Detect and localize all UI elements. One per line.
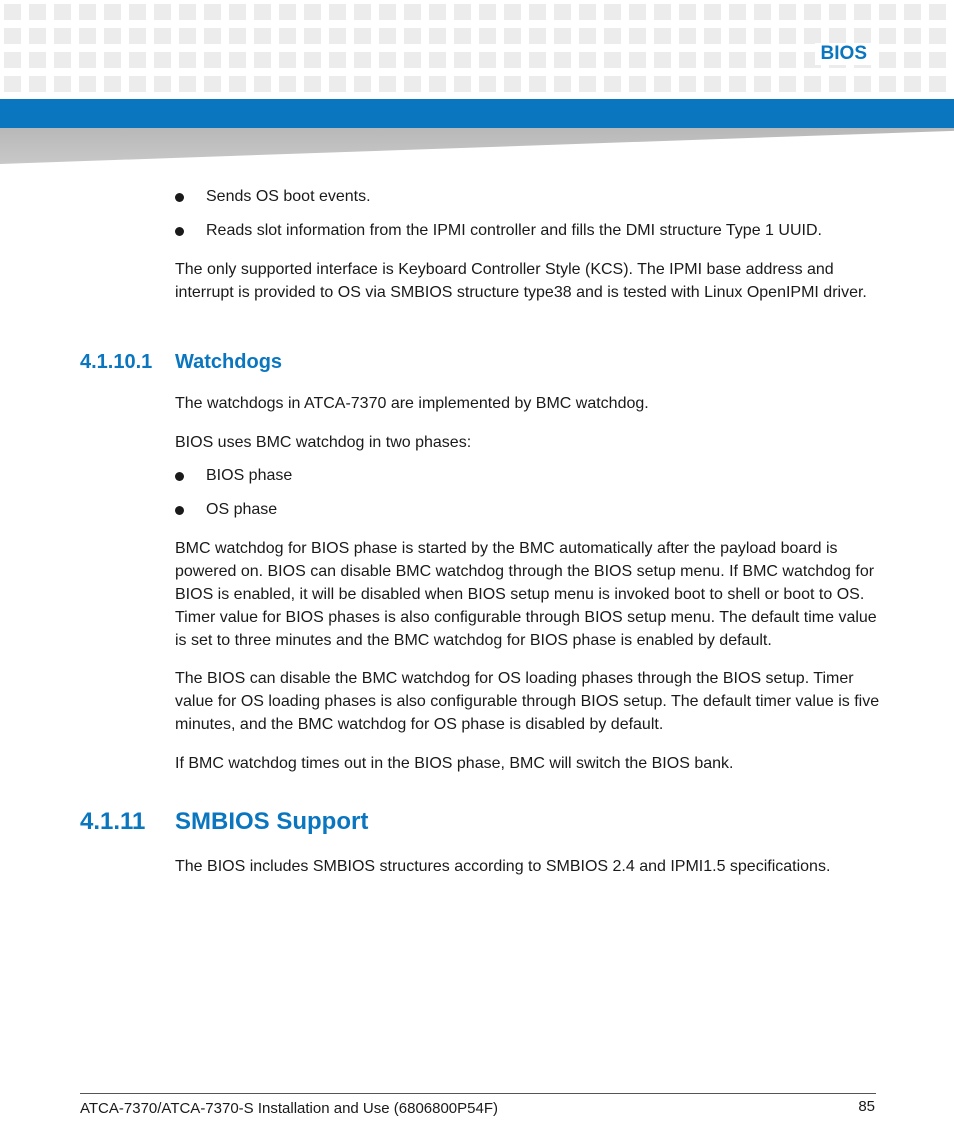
header-pattern	[0, 0, 954, 98]
header-square	[354, 76, 371, 92]
header-square	[654, 76, 671, 92]
header-square	[79, 28, 96, 44]
header-square	[304, 28, 321, 44]
header-square	[204, 28, 221, 44]
header-square	[929, 76, 946, 92]
paragraph: BMC watchdog for BIOS phase is started by the BMC automatically after the payload board is powered on. BIOS can disable BMC watchdog through the BIOS setup menu. If BMC watchdog for BIOS is enabled, it will be disabled when BIOS setup menu is invoked boot to shell or boot to OS. Timer value for BIOS phases is also configurable through BIOS setup menu. The default time value is set to three minutes and the BMC watchdog for BIOS phase is enabled by default.	[175, 540, 877, 649]
header-square	[429, 52, 446, 68]
header-square	[904, 76, 921, 92]
header-square	[829, 28, 846, 44]
header-square	[579, 52, 596, 68]
header-square	[104, 76, 121, 92]
header-square	[679, 52, 696, 68]
header-square	[304, 4, 321, 20]
header-square	[29, 52, 46, 68]
header-square	[404, 76, 421, 92]
header-square	[404, 52, 421, 68]
footer-divider	[80, 1093, 876, 1094]
header-square	[654, 4, 671, 20]
header-square	[429, 4, 446, 20]
header-square	[329, 28, 346, 44]
header-square	[529, 28, 546, 44]
header-square	[329, 4, 346, 20]
header-square	[829, 4, 846, 20]
header-square	[304, 76, 321, 92]
header-square-row	[0, 76, 954, 92]
header-square	[604, 52, 621, 68]
header-square	[279, 4, 296, 20]
header-square	[404, 4, 421, 20]
header-square	[54, 52, 71, 68]
header-square	[804, 4, 821, 20]
header-square	[479, 28, 496, 44]
header-square	[79, 52, 96, 68]
header-blue-bar	[0, 99, 954, 128]
header-square	[479, 4, 496, 20]
header-square	[54, 76, 71, 92]
header-square	[4, 76, 21, 92]
header-square	[779, 76, 796, 92]
header-square	[504, 4, 521, 20]
header-square	[204, 4, 221, 20]
footer-document-title: ATCA-7370/ATCA-7370-S Installation and Use (6806800P54F)	[80, 1100, 499, 1117]
header-square	[479, 52, 496, 68]
header-square-row	[0, 4, 954, 20]
header-square	[854, 76, 871, 92]
header-square	[429, 76, 446, 92]
header-square	[754, 28, 771, 44]
header-square	[779, 52, 796, 68]
header-square	[329, 52, 346, 68]
header-square	[879, 4, 896, 20]
bullet-icon	[175, 472, 184, 481]
header-square	[629, 52, 646, 68]
section-heading-smbios	[80, 808, 368, 836]
header-square	[129, 76, 146, 92]
list-item-text: Reads slot information from the IPMI controller and fills the DMI structure Type 1 UUID.	[206, 222, 822, 239]
section-title: Watchdogs	[175, 351, 283, 373]
header-square	[4, 28, 21, 44]
header-square	[729, 4, 746, 20]
header-square	[554, 4, 571, 20]
paragraph: The BIOS includes SMBIOS structures according to SMBIOS 2.4 and IPMI1.5 specifications.	[175, 858, 831, 875]
header-square	[129, 4, 146, 20]
header-square	[704, 28, 721, 44]
header-square	[79, 76, 96, 92]
header-square	[229, 52, 246, 68]
header-square	[254, 76, 271, 92]
header-square	[879, 28, 896, 44]
header-square	[129, 52, 146, 68]
header-gray-wedge	[0, 128, 954, 164]
header-square	[204, 52, 221, 68]
list-item-text: BIOS phase	[206, 467, 293, 484]
header-square	[279, 52, 296, 68]
header-square	[104, 28, 121, 44]
header-square	[179, 4, 196, 20]
list-item-text: OS phase	[206, 501, 278, 518]
bullet-icon	[175, 227, 184, 236]
header-square	[829, 76, 846, 92]
header-square	[454, 4, 471, 20]
header-square	[554, 52, 571, 68]
header-square	[279, 76, 296, 92]
bullet-icon	[175, 506, 184, 515]
header-square	[504, 52, 521, 68]
list-item-text: Sends OS boot events.	[206, 188, 371, 205]
header-square	[4, 4, 21, 20]
header-square	[354, 28, 371, 44]
header-square	[229, 28, 246, 44]
header-square	[804, 76, 821, 92]
header-square	[454, 76, 471, 92]
header-square	[929, 52, 946, 68]
header-square	[729, 28, 746, 44]
header-square	[554, 28, 571, 44]
header-square	[679, 4, 696, 20]
section-number: 4.1.11	[80, 808, 146, 835]
header-square	[704, 76, 721, 92]
header-square	[904, 28, 921, 44]
header-square	[679, 28, 696, 44]
header-square	[704, 4, 721, 20]
header-square	[379, 28, 396, 44]
paragraph: The watchdogs in ATCA-7370 are implemented by BMC watchdog.	[175, 395, 649, 412]
header-square	[754, 4, 771, 20]
section-title: SMBIOS Support	[175, 808, 369, 835]
header-square	[29, 28, 46, 44]
header-square	[379, 76, 396, 92]
header-square	[129, 28, 146, 44]
paragraph: The BIOS can disable the BMC watchdog for OS loading phases through the BIOS setup. Timer value for OS loading phases is also configurable through BIOS setup. The default timer value is five minutes, and the BMC watchdog for OS phase is disabled by default.	[175, 670, 880, 733]
header-square	[904, 4, 921, 20]
header-square	[429, 28, 446, 44]
header-square	[329, 76, 346, 92]
header-square	[454, 28, 471, 44]
header-square	[229, 76, 246, 92]
header-square	[579, 76, 596, 92]
paragraph: BIOS uses BMC watchdog in two phases:	[175, 434, 472, 451]
header-square	[354, 52, 371, 68]
header-square	[529, 52, 546, 68]
header-square	[29, 76, 46, 92]
header-square	[654, 28, 671, 44]
header-square	[254, 52, 271, 68]
header-square	[629, 76, 646, 92]
header-square	[154, 76, 171, 92]
header-square	[154, 28, 171, 44]
header-square	[229, 4, 246, 20]
header-square	[704, 52, 721, 68]
header-square	[604, 4, 621, 20]
header-square	[79, 4, 96, 20]
header-square	[579, 28, 596, 44]
header-square	[354, 4, 371, 20]
header-square	[754, 76, 771, 92]
header-square	[179, 76, 196, 92]
header-square	[504, 28, 521, 44]
header-square	[879, 76, 896, 92]
header-square	[804, 28, 821, 44]
header-square	[104, 4, 121, 20]
header-square	[529, 4, 546, 20]
header-square	[579, 4, 596, 20]
header-square	[929, 28, 946, 44]
header-square	[254, 4, 271, 20]
header-square	[179, 52, 196, 68]
header-square	[679, 76, 696, 92]
header-square	[154, 4, 171, 20]
header-square	[404, 28, 421, 44]
header-square	[879, 52, 896, 68]
header-square	[729, 52, 746, 68]
page-number: 85	[858, 1098, 875, 1115]
header-square	[254, 28, 271, 44]
header-square	[54, 28, 71, 44]
header-square	[629, 4, 646, 20]
bullet-icon	[175, 193, 184, 202]
header-square	[504, 76, 521, 92]
header-square	[854, 28, 871, 44]
header-square	[279, 28, 296, 44]
header-square	[179, 28, 196, 44]
header-square	[454, 52, 471, 68]
section-heading-watchdogs	[80, 351, 282, 374]
header-square	[379, 4, 396, 20]
header-square	[4, 52, 21, 68]
header-square-row	[0, 28, 954, 44]
section-number: 4.1.10.1	[80, 351, 153, 373]
header-square	[554, 76, 571, 92]
paragraph: If BMC watchdog times out in the BIOS phase, BMC will switch the BIOS bank.	[175, 755, 734, 772]
header-square	[754, 52, 771, 68]
header-square	[304, 52, 321, 68]
header-square	[629, 28, 646, 44]
header-square-row	[0, 52, 954, 68]
header-square	[604, 76, 621, 92]
header-square	[854, 4, 871, 20]
header-square	[654, 52, 671, 68]
header-square	[729, 76, 746, 92]
header-square	[529, 76, 546, 92]
header-square	[29, 4, 46, 20]
header-square	[779, 28, 796, 44]
header-square	[379, 52, 396, 68]
header-square	[104, 52, 121, 68]
header-square	[479, 76, 496, 92]
header-square	[779, 4, 796, 20]
header-square	[154, 52, 171, 68]
header-square	[929, 4, 946, 20]
intro-paragraph: The only supported interface is Keyboard Controller Style (KCS). The IPMI base address and interrupt is provided to OS via SMBIOS structure type38 and is tested with Linux OpenIPMI driver.	[175, 261, 867, 301]
header-square	[904, 52, 921, 68]
header-square	[204, 76, 221, 92]
chapter-title: BIOS	[815, 43, 873, 65]
header-square	[604, 28, 621, 44]
header-square	[54, 4, 71, 20]
